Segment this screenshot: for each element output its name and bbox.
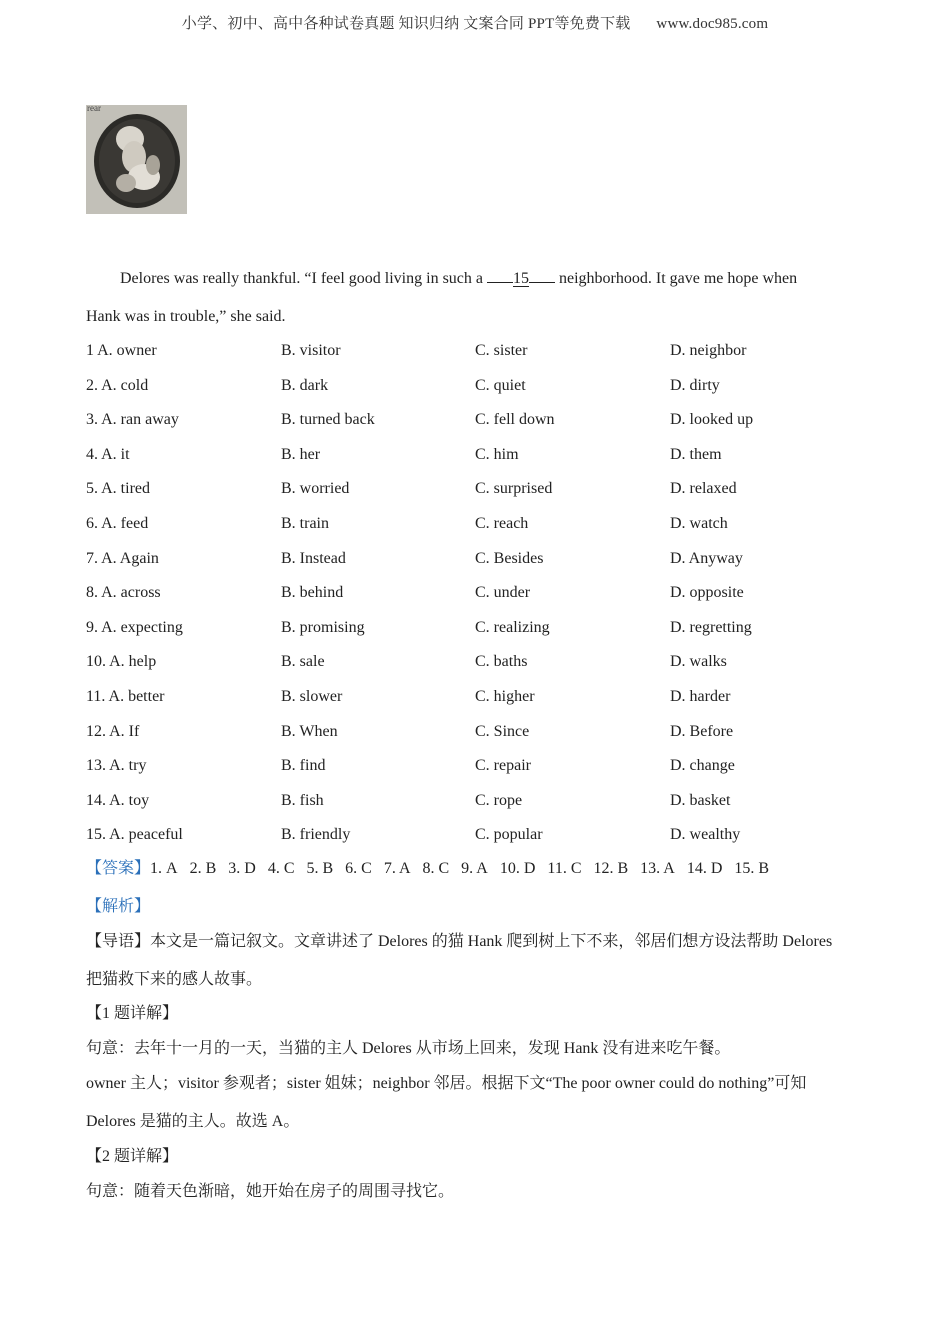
options-table	[86, 334, 886, 853]
header-title: 小学、初中、高中各种试卷真题 知识归纳 文案合同 PPT等免费下载	[181, 16, 631, 32]
answer-item: 15. B	[734, 860, 770, 877]
answer-item: 12. B	[593, 860, 629, 877]
answer-item: 3. D	[228, 860, 256, 877]
option-c: C. surprised	[475, 480, 553, 498]
option-row	[86, 645, 886, 680]
option-c: C. baths	[475, 653, 528, 671]
option-b: B. friendly	[281, 826, 351, 844]
blank-15	[487, 270, 555, 287]
intro-line1: 【导语】本文是一篇记叙文。文章讲述了 Delores 的猫 Hank 爬到树上下不来，邻居们想方设法帮助 Delores	[86, 933, 833, 950]
option-a: 4. A. it	[86, 445, 130, 463]
option-row	[86, 611, 886, 646]
option-d: D. wealthy	[670, 826, 741, 844]
option-a: 10. A. help	[86, 653, 157, 671]
option-row	[86, 542, 886, 577]
option-c: C. him	[475, 445, 519, 463]
option-b: B. train	[281, 514, 329, 532]
option-b: B. behind	[281, 584, 344, 602]
option-a: 5. A. tired	[86, 480, 150, 498]
option-b: B. promising	[281, 618, 365, 636]
option-c: C. fell down	[475, 411, 555, 429]
answer-item: 2. B	[189, 860, 217, 877]
answer-item: 6. C	[345, 860, 372, 877]
option-b: B. dark	[281, 376, 329, 394]
option-a: 7. A. Again	[86, 549, 159, 567]
option-b: B. sale	[281, 653, 325, 671]
option-c: C. repair	[475, 757, 531, 775]
option-row	[86, 438, 886, 473]
option-a: 9. A. expecting	[86, 618, 183, 636]
option-row	[86, 749, 886, 784]
answer-item: 8. C	[422, 860, 450, 877]
option-b: B. Instead	[281, 549, 346, 567]
photo-caption: rear	[87, 105, 101, 113]
option-b: B. When	[281, 722, 338, 740]
option-c: C. sister	[475, 342, 528, 359]
answer-item: 1. A	[150, 860, 178, 877]
option-d: D. Before	[670, 722, 734, 740]
answer-item: 9. A	[461, 860, 488, 877]
answer-item: 10. D	[499, 860, 536, 877]
option-d: D. basket	[670, 791, 731, 809]
page-header	[0, 12, 950, 33]
passage-line1-before: Delores was really thankful. “I feel good living in such a	[120, 270, 487, 287]
option-row	[86, 403, 886, 438]
option-c: C. reach	[475, 514, 529, 532]
intro-line2: 把猫救下来的感人故事。	[86, 971, 263, 988]
analysis-label: 【解析】	[86, 898, 151, 915]
option-a: 11. A. better	[86, 687, 165, 705]
option-b: B. fish	[281, 791, 324, 809]
option-row	[86, 715, 886, 750]
option-c: C. popular	[475, 826, 543, 844]
header-url[interactable]: www.doc985.com	[656, 16, 769, 32]
option-c: C. under	[475, 584, 531, 602]
answer-item: 4. C	[267, 860, 295, 877]
option-a: 14. A. toy	[86, 791, 150, 809]
option-d: D. dirty	[670, 376, 720, 394]
option-a: 3. A. ran away	[86, 411, 179, 429]
passage-line2: Hank was in trouble,” she said.	[86, 308, 286, 325]
option-b: B. visitor	[281, 342, 341, 359]
passage-paragraph	[86, 260, 866, 336]
blank-number: 15	[513, 270, 529, 287]
option-d: D. looked up	[670, 411, 754, 429]
option-row	[86, 334, 886, 369]
q1-meaning: 句意：去年十一月的一天，当猫的主人 Delores 从市场上回来，发现 Hank 没有进来吃午餐。	[86, 1040, 731, 1057]
answer-item: 13. A	[640, 860, 675, 877]
cat-photo-image	[86, 105, 187, 214]
answer-item: 5. B	[306, 860, 334, 877]
option-b: B. her	[281, 445, 321, 463]
q2-title: 【2 题详解】	[86, 1148, 179, 1165]
option-d: D. Anyway	[670, 549, 743, 567]
passage-line1-after: neighborhood. It gave me hope when	[555, 270, 798, 287]
option-row	[86, 576, 886, 611]
option-a: 1 A. owner	[86, 342, 157, 359]
answer-item: 14. D	[686, 860, 723, 877]
option-c: C. higher	[475, 687, 535, 705]
option-c: C. realizing	[475, 618, 550, 636]
option-d: D. walks	[670, 653, 727, 671]
option-a: 15. A. peaceful	[86, 826, 183, 844]
option-d: D. change	[670, 757, 735, 775]
q2-meaning: 句意：随着天色渐暗，她开始在房子的周围寻找它。	[86, 1183, 455, 1200]
option-row	[86, 507, 886, 542]
answer-item: 7. A	[383, 860, 411, 877]
option-b: B. turned back	[281, 411, 375, 429]
option-c: C. Since	[475, 722, 530, 740]
option-b: B. find	[281, 757, 326, 775]
option-c: C. quiet	[475, 376, 526, 394]
option-d: D. opposite	[670, 584, 744, 602]
option-row	[86, 369, 886, 404]
q1-explain2: Delores 是猫的主人。故选 A。	[86, 1113, 300, 1130]
option-row	[86, 680, 886, 715]
answer-label: 【答案】	[86, 860, 151, 877]
option-d: D. relaxed	[670, 480, 737, 498]
option-a: 6. A. feed	[86, 514, 149, 532]
option-a: 8. A. across	[86, 584, 161, 602]
option-row	[86, 784, 886, 819]
q1-explain1: owner 主人；visitor 参观者；sister 姐妹；neighbor 邻居。根据下文“The poor owner could do nothing”可知	[86, 1075, 807, 1092]
cat-photo	[86, 105, 187, 214]
q1-title: 【1 题详解】	[86, 1005, 179, 1022]
option-a: 2. A. cold	[86, 376, 149, 394]
answer-item: 11. C	[547, 860, 582, 877]
option-row	[86, 472, 886, 507]
option-d: D. them	[670, 445, 722, 463]
answer-line	[86, 852, 781, 886]
option-a: 12. A. If	[86, 722, 140, 740]
option-d: D. regretting	[670, 618, 752, 636]
option-a: 13. A. try	[86, 757, 147, 775]
option-c: C. Besides	[475, 549, 544, 567]
option-d: D. watch	[670, 514, 728, 532]
option-d: D. neighbor	[670, 342, 747, 359]
option-b: B. slower	[281, 687, 343, 705]
option-row	[86, 818, 886, 853]
option-d: D. harder	[670, 687, 731, 705]
option-c: C. rope	[475, 791, 523, 809]
option-b: B. worried	[281, 480, 350, 498]
